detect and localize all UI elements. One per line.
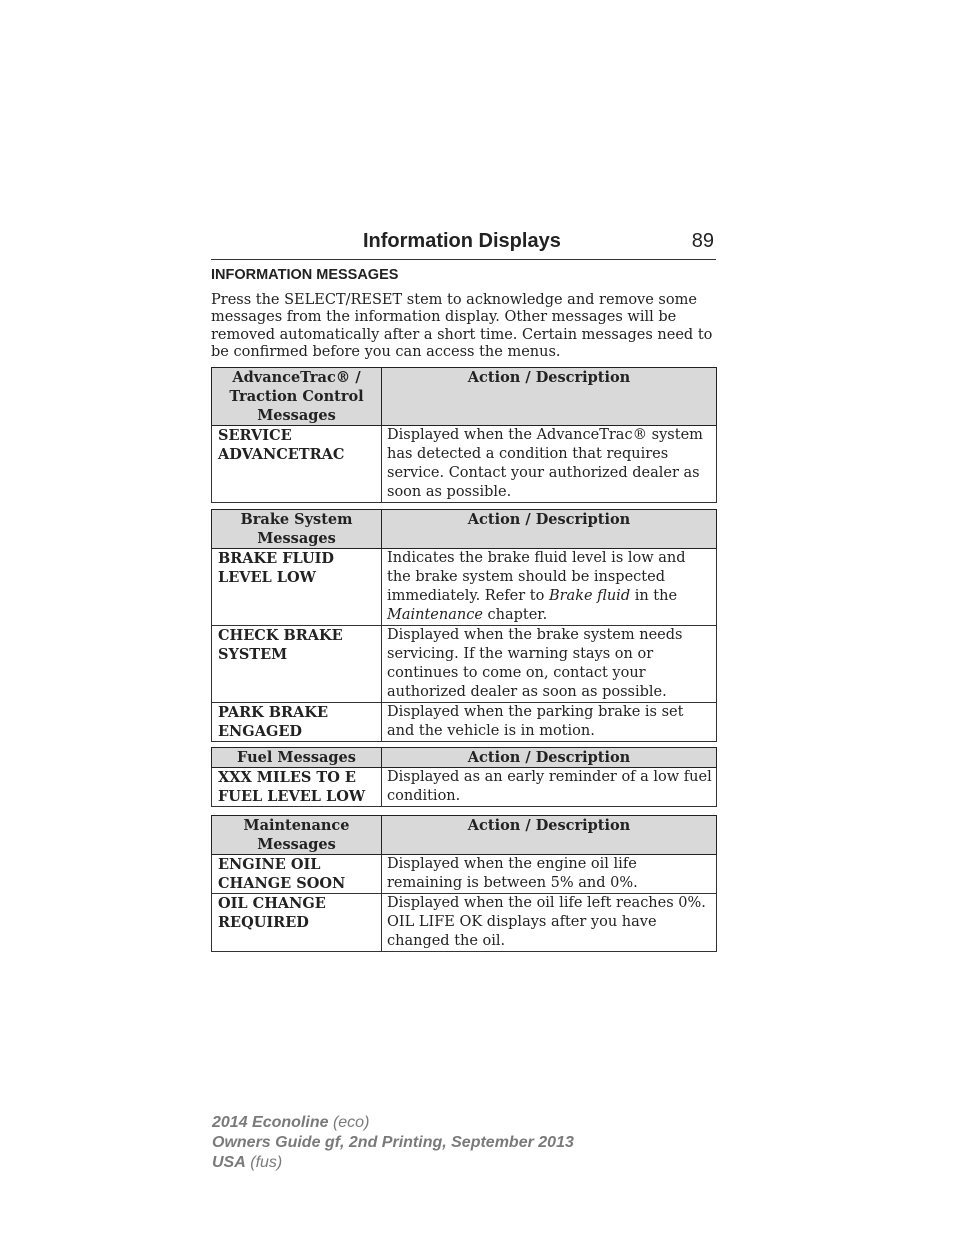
table-header-row (212, 748, 717, 768)
market-name: USA (212, 1154, 246, 1171)
fuel-messages-table (211, 747, 717, 807)
description-text: Indicates the brake fluid level is low and the brake system should be inspected immediately. Refer to (387, 550, 686, 604)
column-header-messages: Fuel Messages (212, 748, 382, 768)
market-code: (fus) (250, 1154, 283, 1171)
model-code: (eco) (332, 1114, 370, 1131)
brake-fluid-reference: Brake fluid (548, 588, 631, 604)
section-title: INFORMATION MESSAGES (211, 267, 399, 283)
table-row (212, 768, 717, 807)
message-description: Displayed when the oil life left reaches 0%. OIL LIFE OK displays after you have changed the oil. (382, 894, 717, 952)
column-header-messages: AdvanceTrac® / Traction Control Messages (212, 368, 382, 426)
column-header-messages: Brake System Messages (212, 510, 382, 549)
message-description (382, 549, 717, 626)
footer-line-guide (212, 1133, 574, 1153)
message-description: Displayed when the parking brake is set and the vehicle is in motion. (382, 703, 717, 742)
guide-edition: Owners Guide gf, 2nd Printing, September 2013 (212, 1134, 574, 1151)
column-header-messages: Maintenance Messages (212, 816, 382, 855)
column-header-action: Action / Description (382, 368, 717, 426)
advancetrac-messages-table (211, 367, 717, 503)
message-description: Displayed when the AdvanceTrac® system has detected a condition that requires service. Contact your authorized dealer as soon as possible. (382, 426, 717, 503)
table-row (212, 855, 717, 894)
table-row (212, 626, 717, 703)
message-name: OIL CHANGE REQUIRED (212, 894, 382, 952)
message-name: PARK BRAKE ENGAGED (212, 703, 382, 742)
message-name: SERVICE ADVANCETRAC (212, 426, 382, 503)
column-header-action: Action / Description (382, 816, 717, 855)
description-text: in the (630, 588, 678, 604)
table-header-row (212, 816, 717, 855)
table-header-row (212, 510, 717, 549)
message-name: ENGINE OIL CHANGE SOON (212, 855, 382, 894)
message-name: XXX MILES TO E FUEL LEVEL LOW (212, 768, 382, 807)
page-header (211, 228, 716, 260)
message-description: Displayed as an early reminder of a low fuel condition. (382, 768, 717, 807)
table-row (212, 426, 717, 503)
chapter-title: Information Displays (363, 230, 561, 252)
footer-line-market (212, 1153, 574, 1173)
maintenance-chapter-reference: Maintenance (387, 607, 483, 623)
page-number: 89 (691, 230, 714, 252)
model-name: 2014 Econoline (212, 1114, 329, 1131)
brake-system-messages-table (211, 509, 717, 742)
table-row (212, 549, 717, 626)
message-name: BRAKE FLUID LEVEL LOW (212, 549, 382, 626)
column-header-action: Action / Description (382, 510, 717, 549)
message-name: CHECK BRAKE SYSTEM (212, 626, 382, 703)
message-description: Displayed when the engine oil life remaining is between 5% and 0%. (382, 855, 717, 894)
table-row (212, 894, 717, 952)
table-row (212, 703, 717, 742)
page-footer (212, 1113, 574, 1173)
footer-line-model (212, 1113, 574, 1133)
message-description: Displayed when the brake system needs servicing. If the warning stays on or continues to come on, contact your authorized dealer as soon as possible. (382, 626, 717, 703)
description-text: chapter. (482, 607, 548, 623)
table-header-row (212, 368, 717, 426)
maintenance-messages-table (211, 815, 717, 952)
column-header-action: Action / Description (382, 748, 717, 768)
intro-paragraph: Press the SELECT/RESET stem to acknowledge and remove some messages from the information display. Other messages will be removed automatically after a short time. Certain messages need to be confirmed before you can access the menus. (211, 292, 713, 360)
